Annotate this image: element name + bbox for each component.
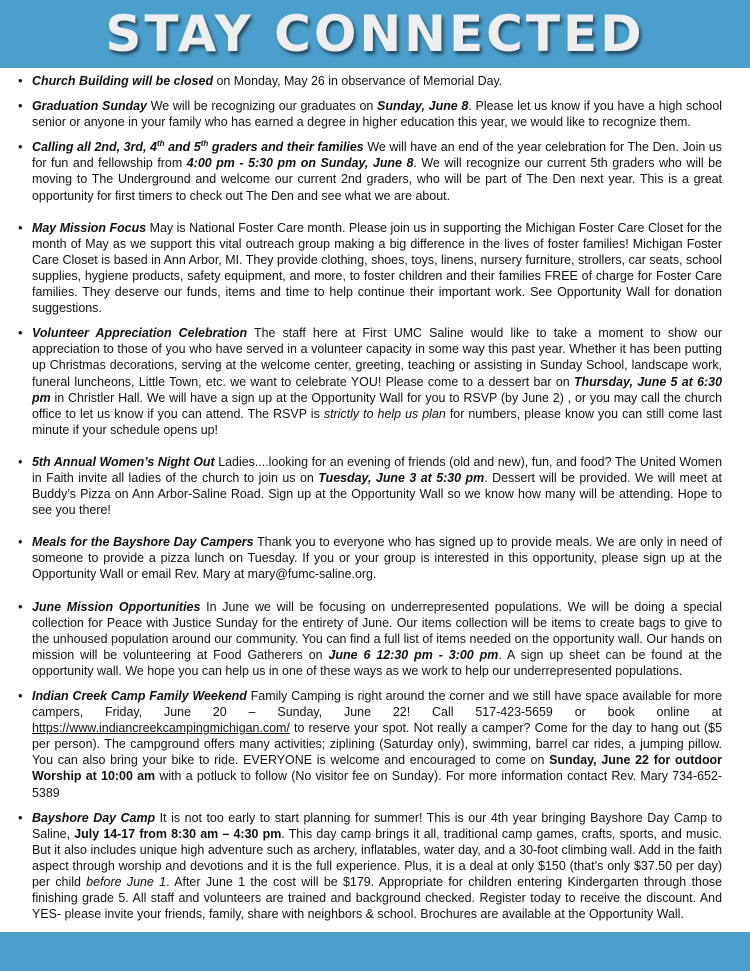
announcement-womens-night-out	[32, 454, 722, 518]
announcement-may-mission	[32, 220, 722, 317]
item-text: Family Camping is right around the corner and we still have space available for more campers, Friday, June 20 – Sunday, June 22! Call 517-423-5659 or book online at	[32, 689, 722, 720]
item-text: Thank you to everyone who has signed up to provide meals. We are only in need of someone to provide a pizza lunch on Tuesday. If you or your group is interested in this opportunity, please sign up at the Opportunity Wall or email Rev. Mary at mary@fumc-saline.org.	[32, 535, 722, 582]
item-emphasis: Sunday, June 8	[377, 99, 469, 114]
item-text: . After June 1 the cost will be $179. Appropriate for children entering Kindergarten through those finishing grade 5. All staff and volunteers are trained and background checked. Register today to receive the discount. And YES- please invite your friends, family, share with neighbors & school. Brochures are available at the Opportunity Wall.	[32, 875, 722, 922]
item-text: to reserve your spot. Not really a camper? Come for the day to hang out ($5 per person). The campground offers many activities; ziplining (Saturday only), swimming, barrel car rides, a jumping pillow. You can also bring your bike to ride. EVERYONE is welcome and encouraged to come on	[32, 721, 722, 768]
item-heading	[32, 140, 364, 154]
heading-superscript: th	[200, 139, 209, 149]
item-text: We will have an end of the year celebration for The Den. Join us for fun and fellowship from	[32, 140, 722, 171]
item-text: for numbers, please know you can still come last minute if your schedule opens up!	[32, 406, 723, 437]
item-text: on Monday, May 26 in observance of Memorial Day.	[213, 74, 503, 88]
item-heading: Graduation Sunday	[32, 99, 147, 114]
item-bold: July 14-17 from 8:30 am – 4:30 pm	[74, 826, 282, 841]
item-heading: Meals for the Bayshore Day Campers	[32, 535, 254, 550]
item-emphasis: June 6 12:30 pm - 3:00 pm	[328, 647, 499, 662]
item-heading: Bayshore Day Camp	[32, 810, 156, 825]
item-text: in Christler Hall. We will have a sign up at the Opportunity Wall for you to RSVP (by June 2) , or you may call the church office to let us know if you can attend. The RSVP is	[32, 390, 722, 421]
announcements	[0, 73, 750, 931]
item-text: May is National Foster Care month. Please join us in supporting the Michigan Foster Care Closet for the month of May as we support this vital outreach group making a big difference in the lives of foster families! Michigan Foster Care Closet is based in Ann Arbor, MI. They provide clothing, shoes, toys, linens, nursery furniture, strollers, car seats, school supplies, hygiene products, safety equipment, and more, to foster children and their families FREE of charge for Foster Care families. They deserve our funds, items and time to help continue their important work. See Opportunity Wall for donation suggestions.	[32, 220, 722, 316]
item-emphasis: Tuesday, June 3 at 5:30 pm	[318, 470, 485, 485]
heading-superscript: th	[156, 139, 165, 149]
camp-website-link[interactable]: https://www.indiancreekcampingmichigan.com/	[32, 721, 290, 736]
item-text: Ladies....looking for an evening of friends (old and new), fun, and food? The United Women in Faith invite all ladies of the church to join us on	[32, 454, 722, 485]
item-text: The staff here at First UMC Saline would like to take a moment to show our appreciation to those of you who have served in a volunteer capacity in some way this past year. Whether it has been putting up Christmas decorations, serving at the welcome center, greeting, teaching or assisting in Sunday School, landscape work, funeral luncheons, Little Town, etc. we want to celebrate YOU! Please come to a dessert bar on	[32, 326, 723, 389]
item-heading: May Mission Focus	[32, 220, 147, 235]
announcement-volunteer-appreciation	[32, 325, 722, 438]
announcement-den-celebration	[32, 139, 722, 203]
announcement-bayshore-meals	[32, 534, 722, 582]
item-emphasis: Thursday, June 5 at 6:30 pm	[32, 374, 722, 405]
page-title: STAY CONNECTED	[105, 5, 645, 63]
item-text: We will be recognizing our graduates on	[146, 99, 378, 114]
item-text: . A sign up sheet can be found at the opportunity wall. We hope you can help us in one of these ways as we work to help our underrepresented populations.	[32, 647, 722, 678]
announcement-bayshore-day-camp	[32, 810, 722, 923]
heading-part: Calling all 2nd, 3rd, 4	[32, 140, 157, 155]
item-text: In June we will be focusing on underrepresented populations. We will be doing a special collection for Peace with Justice Sunday for the entirety of June. Our items collection will be items to create bags to give to the unhoused population around our community. You can find a full list of items needed on the opportunity wall. Our hands on mission will be volunteering at Food Gatherers on	[32, 599, 722, 662]
item-text: . This day camp brings it all, traditional camp games, crafts, sports, and music. But it also includes unique high adventure such as archery, inflatables, water day, and a 30-foot climbing wall. Add in the faith aspect through worship and devotions and it is the full experience. Plus, it is a deal at only $150 (that’s only $37.50 per day) per child	[32, 826, 722, 890]
item-text: . Dessert will be provided. We will meet at Buddy’s Pizza on Ann Arbor-Saline Road. Sign up at the Opportunity Wall so we know how many will be attending. Hope to see you there!	[32, 470, 722, 518]
item-text: . We will recognize our current 5th graders who will be moving to The Underground and welcome our current 2nd graders, who will be part of The Den next year. This is a great opportunity for first timers to check out The Den and see what we are about.	[32, 156, 722, 203]
heading-part: graders and their families	[208, 140, 364, 155]
announcement-indian-creek-camp	[32, 688, 722, 801]
item-bold: Sunday, June 22 for outdoor Worship at 10:00 am	[32, 753, 722, 784]
announcement-june-mission	[32, 599, 722, 679]
item-italic: strictly to help us plan	[323, 406, 446, 421]
announcement-graduation-sunday	[32, 98, 722, 130]
heading-part: and 5	[164, 140, 201, 155]
item-heading: Indian Creek Camp Family Weekend	[32, 689, 247, 703]
item-italic: before June 1	[86, 875, 167, 890]
announcement-building-closed	[32, 73, 722, 89]
item-text: It is not too early to start planning for summer! This is our 4th year bringing Bayshore Day Camp to Saline,	[32, 810, 722, 841]
item-text: with a potluck to follow (No visitor fee on Sunday). For more information contact Rev. Mary 734-652-5389	[32, 769, 722, 800]
item-heading: Church Building will be closed	[32, 74, 214, 88]
item-emphasis: 4:00 pm - 5:30 pm on Sunday, June 8	[186, 156, 414, 171]
item-heading: 5th Annual Women’s Night Out	[32, 454, 215, 469]
item-text: . Please let us know if you have a high school senior or anyone in your family who has earned a degree in higher education this year, we would like to recognize them.	[32, 99, 722, 130]
header-banner	[0, 0, 750, 68]
item-heading: June Mission Opportunities	[32, 599, 201, 614]
item-heading: Volunteer Appreciation Celebration	[32, 326, 248, 341]
footer-band	[0, 932, 750, 971]
announcement-list	[0, 73, 750, 922]
